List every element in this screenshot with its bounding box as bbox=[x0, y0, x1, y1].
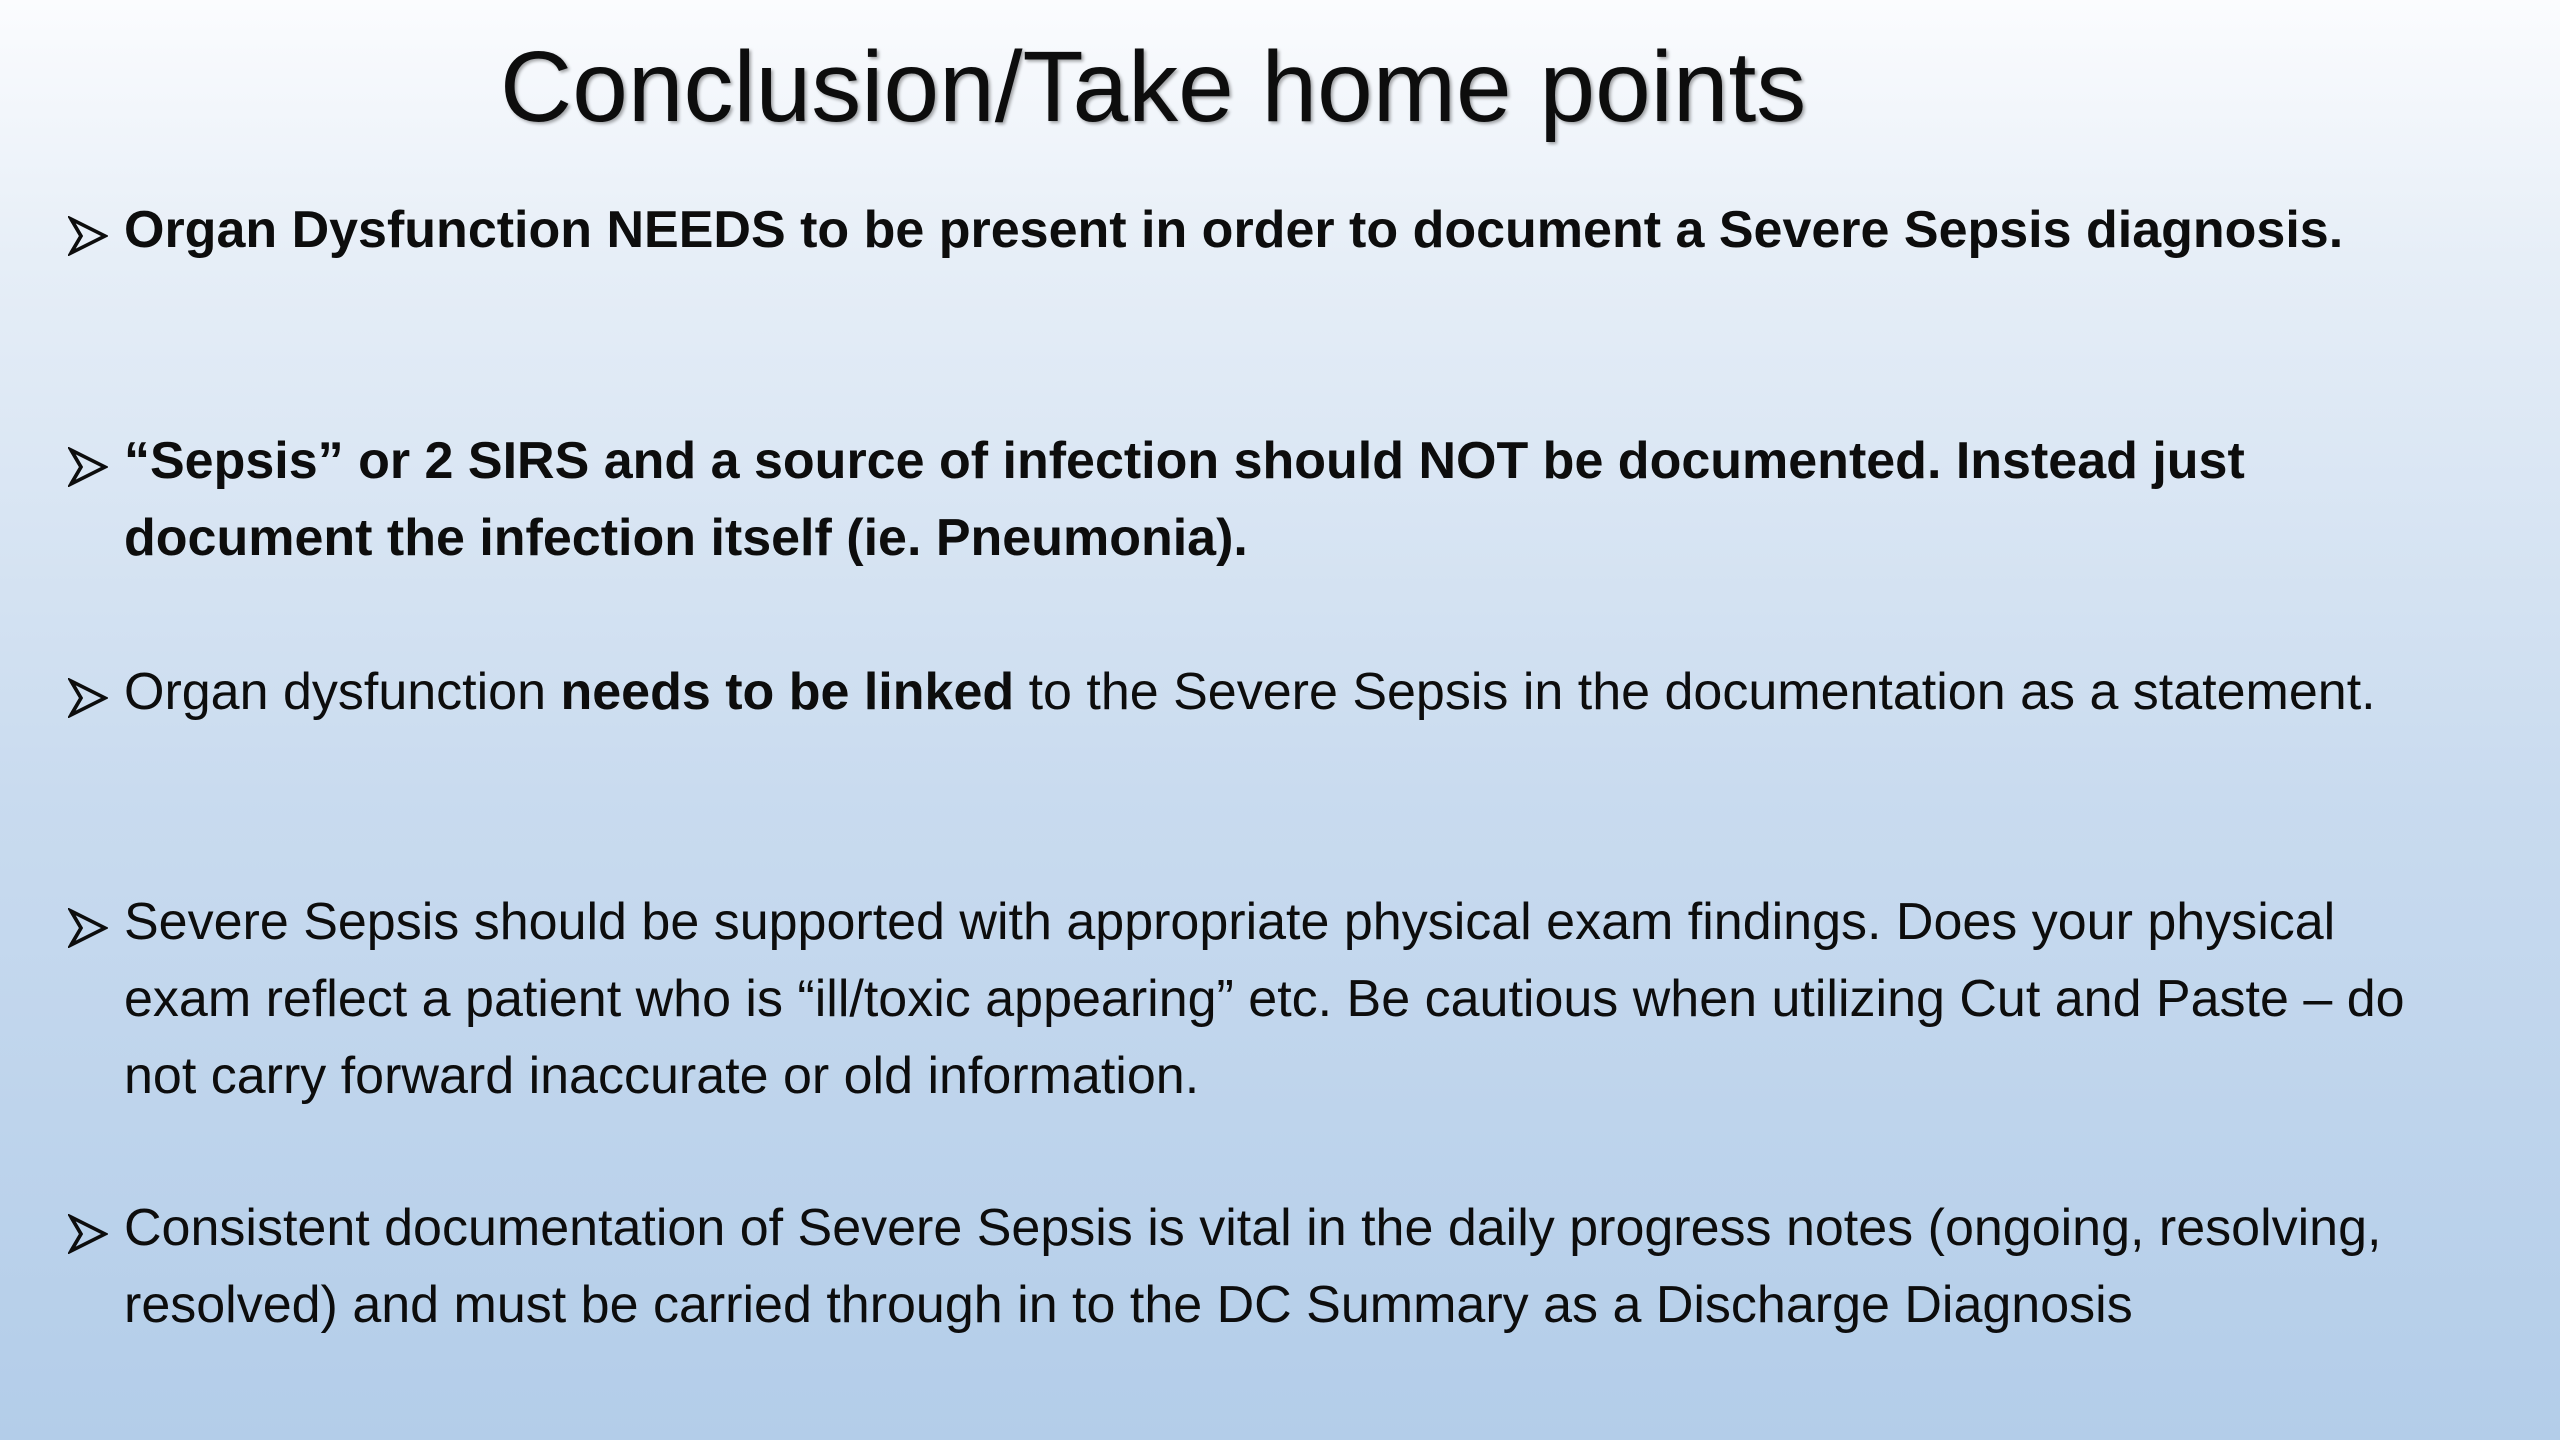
bullet-item bbox=[66, 1190, 2466, 1344]
bullet-item bbox=[66, 423, 2466, 577]
bullet-text-part: Organ dysfunction bbox=[124, 663, 561, 721]
arrowhead-bullet-icon bbox=[66, 884, 116, 961]
bullet-text bbox=[124, 654, 2454, 731]
bullet-text: Organ Dysfunction NEEDS to be present in order to document a Severe Sepsis diagnosis. bbox=[124, 201, 2344, 259]
arrowhead-bullet-icon bbox=[66, 654, 116, 731]
bullet-item bbox=[66, 884, 2466, 1115]
bullet-text: “Sepsis” or 2 SIRS and a source of infection should NOT be documented. Instead just document the infection itself (ie. Pneumonia). bbox=[124, 432, 2245, 567]
bullet-item bbox=[66, 192, 2466, 269]
bullet-text: Severe Sepsis should be supported with appropriate physical exam findings. Does your physical exam reflect a patient who is “ill/toxic appearing” etc. Be cautious when utilizing Cut and Paste – do not carry forward inaccurate or old information. bbox=[124, 893, 2405, 1105]
bullet-text-part: to the Severe Sepsis in the documentation as a statement. bbox=[1014, 663, 2376, 721]
arrowhead-bullet-icon bbox=[66, 423, 116, 500]
arrowhead-bullet-icon bbox=[66, 192, 116, 269]
bullet-text: Consistent documentation of Severe Sepsis is vital in the daily progress notes (ongoing, resolving, resolved) and must be carried through in to the DC Summary as a Discharge Diagnosis bbox=[124, 1199, 2382, 1334]
bullet-emphasis: needs to be linked bbox=[560, 663, 1015, 721]
bullet-item bbox=[66, 654, 2466, 731]
slide-title: Conclusion/Take home points bbox=[500, 31, 1807, 143]
arrowhead-bullet-icon bbox=[66, 1190, 116, 1267]
